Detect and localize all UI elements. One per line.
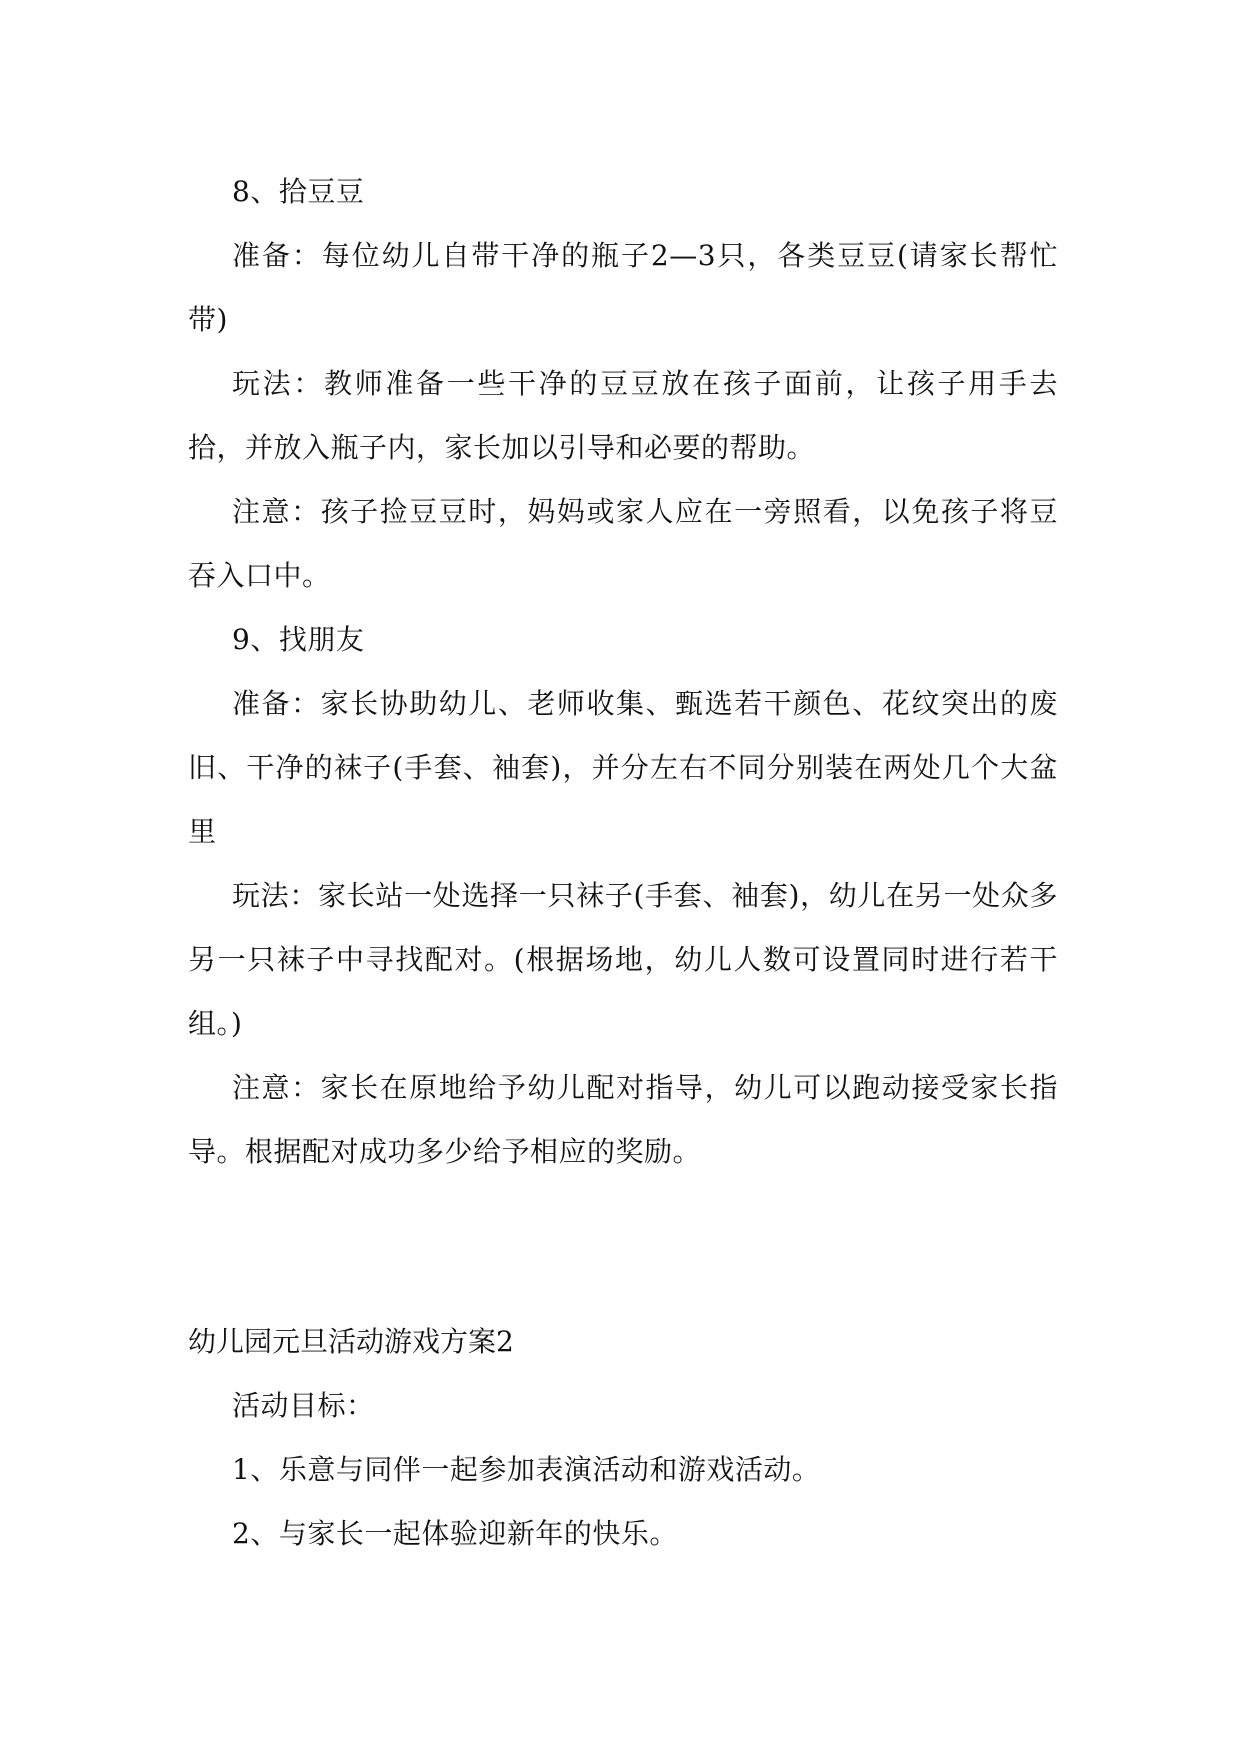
plan-title: 幼儿园元旦活动游戏方案2 [188,1325,514,1358]
paragraph-preparation: 准备：每位幼儿自带干净的瓶子2—3只，各类豆豆(请家长帮忙带) [188,239,1058,336]
paragraph-attention-2: 注意：家长在原地给予幼儿配对指导，幼儿可以跑动接受家长指导。根据配对成功多少给予相应的奖励。 [188,1071,1058,1168]
goal-item-1: 1、乐意与同伴一起参加表演活动和游戏活动。 [232,1453,821,1486]
section-gap [188,1184,1058,1310]
paragraph-gameplay: 玩法：教师准备一些干净的豆豆放在孩子面前，让孩子用手去拾，并放入瓶子内，家长加以引导和必要的帮助。 [188,367,1058,464]
document-content [188,160,1058,1566]
paragraph-gameplay-2: 玩法：家长站一处选择一只袜子(手套、袖套)，幼儿在另一处众多另一只袜子中寻找配对。(根据场地，幼儿人数可设置同时进行若干组。) [188,879,1058,1040]
section-heading-9: 9、找朋友 [232,623,365,656]
section-heading-8: 8、拾豆豆 [232,175,365,208]
goal-item-2: 2、与家长一起体验迎新年的快乐。 [232,1517,678,1550]
paragraph-attention: 注意：孩子捡豆豆时，妈妈或家人应在一旁照看，以免孩子将豆吞入口中。 [188,495,1058,592]
paragraph-activity-goals: 活动目标： [232,1389,375,1422]
paragraph-preparation-2: 准备：家长协助幼儿、老师收集、甄选若干颜色、花纹突出的废旧、干净的袜子(手套、袖套)，并分左右不同分别装在两处几个大盆里 [188,687,1058,848]
